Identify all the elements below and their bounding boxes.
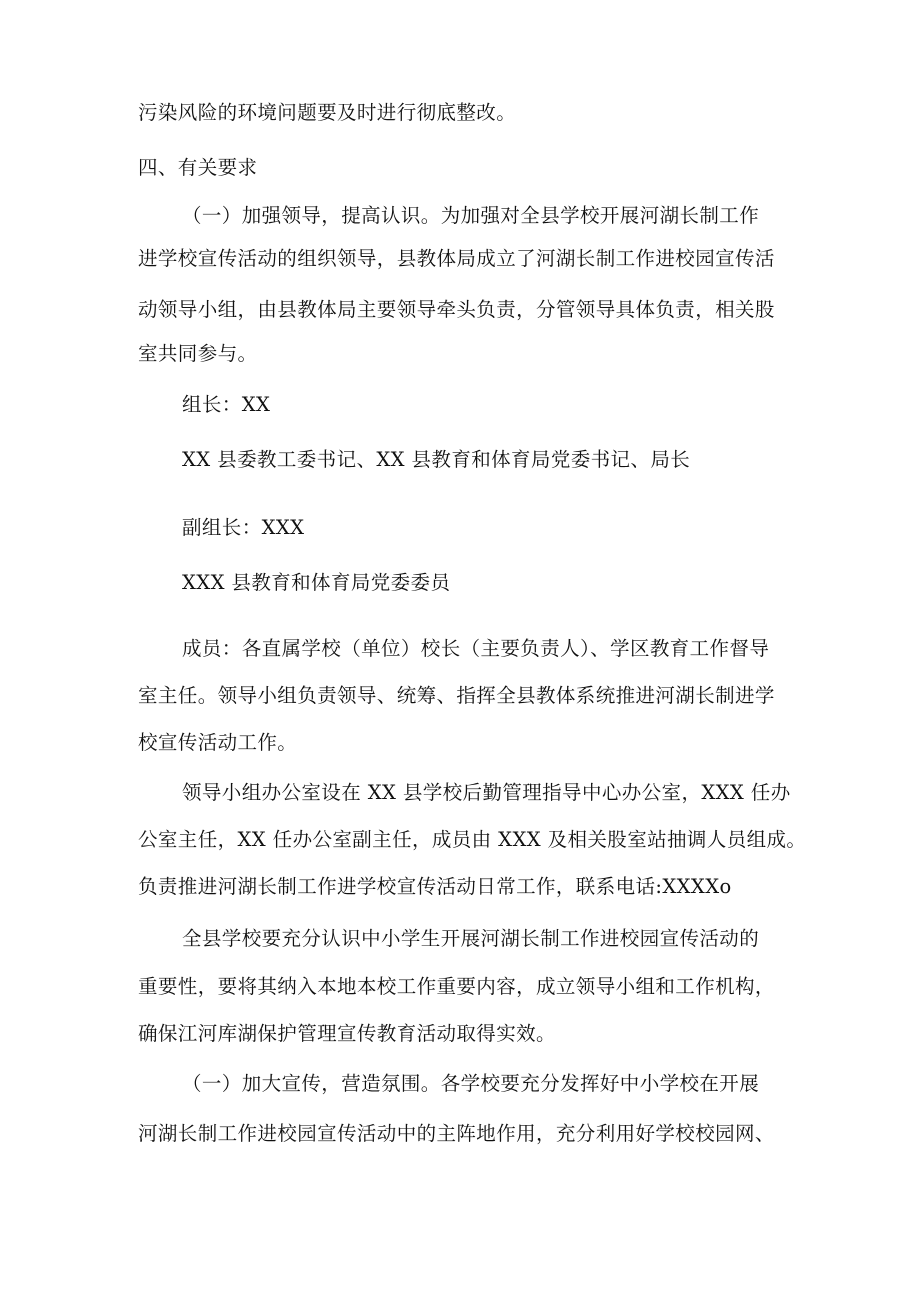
- deputy-leader-title: XXX 县教育和体育局党委委员: [182, 571, 451, 594]
- section-heading: 四、有关要求: [138, 156, 258, 179]
- paragraph-line: 全县学校要充分认识中小学生开展河湖长制工作进校园宣传活动的: [182, 927, 760, 950]
- paragraph-line: 校宣传活动工作。: [138, 731, 298, 754]
- paragraph-line: （一）加大宣传，营造氛围。各学校要充分发挥好中小学校在开展: [182, 1072, 760, 1095]
- paragraph-line: 动领导小组，由县教体局主要领导牵头负责，分管领导具体负责，相关股: [138, 298, 775, 321]
- paragraph-line: 公室主任，XX 任办公室副主任，成员由 XXX 及相关股室站抽调人员组成。: [138, 828, 807, 851]
- paragraph-line: 室共同参与。: [138, 342, 258, 365]
- paragraph-line: 领导小组办公室设在 XX 县学校后勤管理指导中心办公室，XXX 任办: [182, 781, 791, 804]
- deputy-leader-label: 副组长：XXX: [182, 516, 305, 539]
- paragraph-line: 室主任。领导小组负责领导、统筹、指挥全县教体系统推进河湖长制进学: [138, 684, 775, 707]
- leader-label: 组长：XX: [182, 393, 271, 416]
- paragraph-line: （一）加强领导，提高认识。为加强对全县学校开展河湖长制工作: [182, 204, 760, 227]
- paragraph-line: 成员：各直属学校（单位）校长（主要负责人）、学区教育工作督导: [182, 637, 770, 660]
- paragraph-line: 进学校宣传活动的组织领导，县教体局成立了河湖长制工作进校园宣传活: [138, 247, 775, 270]
- paragraph-line: 重要性，要将其纳入本地本校工作重要内容，成立领导小组和工作机构，: [138, 975, 775, 998]
- paragraph-line: 河湖长制工作进校园宣传活动中的主阵地作用，充分利用好学校校园网、: [138, 1122, 775, 1145]
- paragraph-line: 负责推进河湖长制工作进学校宣传活动日常工作，联系电话:XXXXo: [138, 875, 732, 898]
- paragraph-line: 确保江河库湖保护管理宣传教育活动取得实效。: [138, 1022, 556, 1045]
- leader-title: XX 县委教工委书记、XX 县教育和体育局党委书记、局长: [182, 448, 691, 471]
- paragraph-line: 污染风险的环境问题要及时进行彻底整改。: [138, 101, 517, 124]
